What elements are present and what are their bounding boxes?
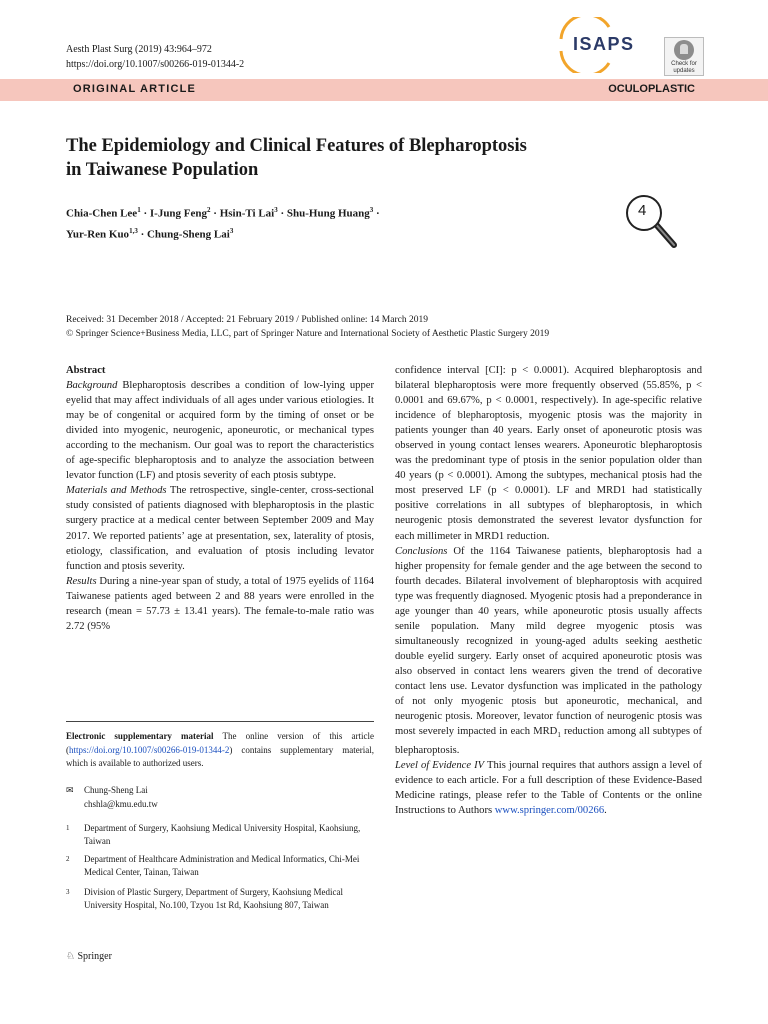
publisher-name: Springer xyxy=(77,951,112,962)
abstract-methods xyxy=(66,483,374,573)
evidence-level-value: 4 xyxy=(638,202,647,219)
springer-horse-icon: ♘ xyxy=(66,951,75,962)
abstract-column-left xyxy=(66,363,374,634)
evidence-end: . xyxy=(604,805,607,817)
evidence-text: This journal requires that authors assign a level of evidence to each article. For a full description of these Evidence-Based Medicine ratings, please refer to the Table of Contents or the online Instructions to Authors xyxy=(395,760,702,817)
evidence-label: Level of Evidence IV xyxy=(395,760,485,772)
results-label: Results xyxy=(66,575,97,587)
logo-text: ISAPS xyxy=(573,34,635,54)
received-line: Received: 31 December 2018 / Accepted: 21 February 2019 / Published online: 14 March 2019 xyxy=(66,315,428,325)
title-line-1: The Epidemiology and Clinical Features of Blepharoptosis xyxy=(66,136,527,156)
affiliation-3 xyxy=(66,886,366,913)
abstract-conclusions xyxy=(395,544,702,759)
methods-label: Materials and Methods xyxy=(66,485,167,497)
conclusions-end: reduction among all subtypes of blepharoptosis. xyxy=(395,726,703,757)
affiliation-number: 2 xyxy=(66,855,70,863)
author-name[interactable]: Chia-Chen Lee xyxy=(66,207,138,220)
author-name[interactable]: Yur-Ren Kuo xyxy=(66,228,130,241)
abstract-evidence xyxy=(395,758,702,818)
author-name[interactable]: Shu-Hung Huang xyxy=(286,207,370,220)
springer-link[interactable]: www.springer.com/00266 xyxy=(494,805,605,817)
publisher-logo xyxy=(66,951,112,962)
results-continued: confidence interval [CI]: p < 0.0001). Acquired blepharoptosis and bilateral blepharoptosis were more frequently observed (55.85%, p < 0.0001 and 69.67%, p < 0.0001, respectively). In age-specific relative incidence of blepharoptosis, myogenic ptosis was the majority in patients younger than 40 years. Early onset of aponeurotic ptosis was observed in young contact lenses wearers. Aponeurotic blepharoptosis was the predominant type of ptosis in the senior population older than 40 years (p < 0.0001). Among the subtypes, mechanical ptosis had the most preserved LF (p < 0.0001). LF and MRD1 had statistically positive correlations in all subtypes of blepharoptosis, in which neurogenic ptosis demonstrated the severest levator dysfunction for each millimeter in MRD1 reduction. xyxy=(395,365,702,542)
results-text: During a nine-year span of study, a total of 1975 eyelids of 1164 Taiwanese patients aged between 2 and 88 years were enrolled in the research (mean = 57.73 ± 13.41 years). The female-to-male ratio was 2.72 (95% xyxy=(66,575,374,632)
corr-name: Chung-Sheng Lai xyxy=(84,785,148,795)
corr-email[interactable]: chshla@kmu.edu.tw xyxy=(84,798,158,809)
methods-text: The retrospective, single-center, cross-sectional study consisted of patients diagnosed with blepharoptosis in the plastic surgery practice at a medical center between September 2009 and May 2017. We reported patients’ age at presentation, sex, laterality of ptosis, etiology, classification, and evaluation of ptosis including levator function and ptosis severity. xyxy=(66,485,374,572)
conclusions-text: Of the 1164 Taiwanese patients, blepharoptosis had a higher propensity for female gender and the age between the second to fourth decades. Bilateral involvement of blepharoptosis with acquired type was frequently diagnosed. Myogenic ptosis had a preponderance in age younger than 40 years, while aponeurotic ptosis usually affects senile population. Many mild degree myogenic ptosis was simultaneously recognized in young-aged adults seeking aesthetic double eyelid surgery. Early onset of acquired aponeurotic ptosis was also observed in contact lens wearers given the trend of decorative contact lens use. Levator dysfunction was implicated in the pathology of not only myogenic ptosis but aponeurotic, mechanical, and neurogenic ptosis. Moreover, levator function of neurogenic ptosis was most severely impacted in each MRD xyxy=(395,545,702,738)
check-label-1: Check for xyxy=(671,61,697,67)
background-text: Blepharoptosis describes a condition of low-lying upper eyelid that may affect individuals of all ages under various etiologies. It may be of congenital or acquired form by the timing of onset or be divided into myogenic, neurogenic, aponeurotic, or mechanical types according to the mechanism. Our goal was to report the characteristics of age-specific blepharoptosis and to analyze the association between levator function (LF) and ptosis severity of each ptosis subtype. xyxy=(66,380,374,482)
conclusions-label: Conclusions xyxy=(395,545,448,557)
copyright-line: © Springer Science+Business Media, LLC, part of Springer Nature and International Society of Aesthetic Plastic Surgery 2019 xyxy=(66,329,550,339)
check-label-2: updates xyxy=(673,68,695,74)
title-line-2: in Taiwanese Population xyxy=(66,160,259,180)
affiliation-1 xyxy=(66,822,366,849)
envelope-icon: ✉ xyxy=(66,785,74,795)
publication-dates xyxy=(66,313,549,341)
page-title xyxy=(66,134,527,182)
author-affiliation: 3 xyxy=(274,206,278,214)
abstract-background xyxy=(66,378,374,483)
isaps-logo xyxy=(549,17,644,73)
affiliation-text: Division of Plastic Surgery, Department of Surgery, Kaohsiung Medical University Hospital, No.100, Tzyou 1st Rd, Kaohsiung 807, Taiwan xyxy=(84,887,343,911)
affiliation-text: Department of Healthcare Administration and Medical Informatics, Chi-Mei Medical Center, Tainan, Taiwan xyxy=(84,854,360,878)
author-list: Chia-Chen Lee$^1$ · I-Jung Feng$^2$ · Hsin-Ti Lai$^3$ · Shu-Hung Huang$^3$ · Yur-Ren Kuo$^{1,3}$ · Chung-Sheng Lai$^3$ xyxy=(66,206,380,241)
affiliation-2 xyxy=(66,853,366,880)
journal-line: Aesth Plast Surg (2019) 43:964–972 xyxy=(66,44,212,55)
affiliation-number: 3 xyxy=(66,888,70,896)
article-section: OCULOPLASTIC xyxy=(608,83,695,95)
magnifier-icon xyxy=(622,193,692,255)
author-name[interactable]: Hsin-Ti Lai xyxy=(219,207,275,220)
mrd-subscript: 1 xyxy=(557,731,561,740)
background-label: Background xyxy=(66,380,118,392)
author-affiliation: 1,3 xyxy=(129,226,138,235)
author-affiliation: 3 xyxy=(369,206,374,214)
affiliation-text: Department of Surgery, Kaohsiung Medical University Hospital, Kaohsiung, Taiwan xyxy=(84,823,361,847)
author-affiliation: 1 xyxy=(137,206,141,214)
author-name[interactable]: Chung-Sheng Lai xyxy=(146,228,230,241)
esm-note xyxy=(66,730,374,771)
evidence-level-badge xyxy=(622,193,692,255)
author-affiliation: 3 xyxy=(229,226,234,235)
esm-link[interactable]: https://doi.org/10.1007/s00266-019-01344-2 xyxy=(69,744,230,755)
corresponding-author xyxy=(66,784,158,811)
footnote-divider xyxy=(66,721,374,722)
abstract-column-right xyxy=(395,363,702,819)
abstract-results xyxy=(66,574,374,634)
article-type-band xyxy=(0,79,768,101)
esm-text-2: ) contains supplementary material, which is available to authorized users. xyxy=(66,744,374,768)
esm-label: Electronic supplementary material xyxy=(66,731,214,741)
check-for-updates-badge[interactable] xyxy=(664,37,704,76)
abstract-heading: Abstract xyxy=(66,365,106,376)
esm-text-1: The online version of this article ( xyxy=(66,731,374,755)
author-affiliation: 2 xyxy=(207,206,211,214)
article-type: ORIGINAL ARTICLE xyxy=(73,83,197,95)
bookmark-icon xyxy=(674,40,694,60)
journal-citation xyxy=(66,42,244,72)
author-name[interactable]: I-Jung Feng xyxy=(149,207,208,220)
doi-line[interactable]: https://doi.org/10.1007/s00266-019-01344-2 xyxy=(66,59,245,70)
affiliation-number: 1 xyxy=(66,824,70,832)
